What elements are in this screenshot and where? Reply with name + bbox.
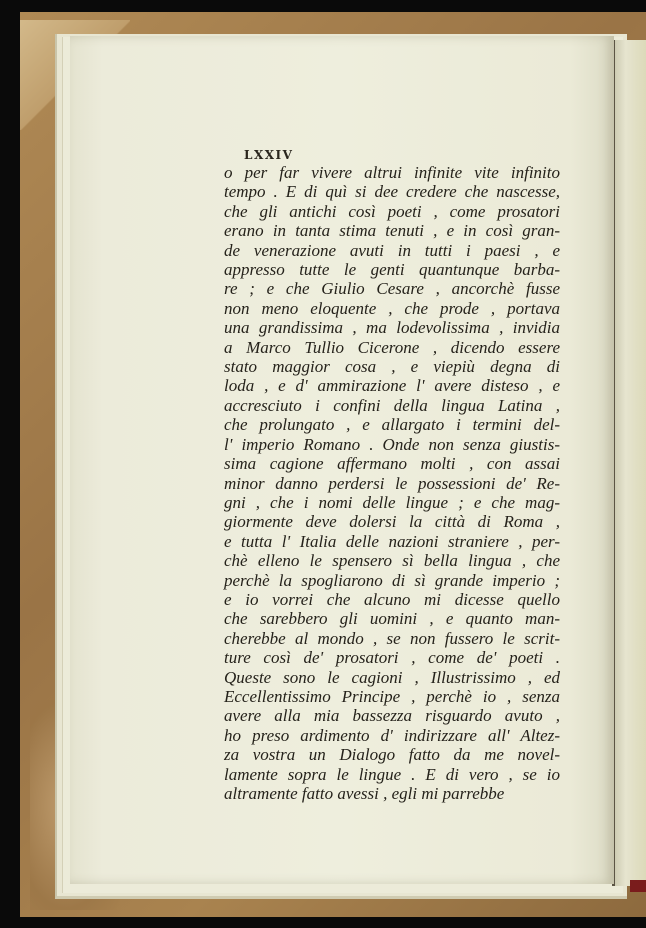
text-line: non meno eloquente , che prode , portava bbox=[224, 298, 560, 318]
text-line: za vostra un Dialogo fatto da me novel- bbox=[224, 745, 560, 765]
text-line: stato maggior cosa , e viepiù degna di bbox=[224, 357, 560, 377]
body-text bbox=[224, 163, 560, 803]
text-line: tempo . E di quì si dee credere che nascesse, bbox=[224, 182, 560, 202]
text-line: Queste sono le cagioni , Illustrissimo , ed bbox=[224, 667, 560, 687]
text-line: altramente fatto avessi , egli mi parrebbe bbox=[224, 784, 505, 803]
text-line: sima cagione affermano molti , con assai bbox=[224, 454, 560, 474]
text-line: re ; e che Giulio Cesare , ancorchè fusse bbox=[224, 279, 560, 299]
text-line: de venerazione avuti in tutti i paesi , e bbox=[224, 240, 560, 260]
text-line: a Marco Tullio Cicerone , dicendo essere bbox=[224, 337, 560, 357]
text-line: erano in tanta stima tenuti , e in così gran- bbox=[224, 221, 560, 241]
text-line: e io vorrei che alcuno mi dicesse quello bbox=[224, 589, 560, 609]
text-line: Eccellentissimo Principe , perchè io , senza bbox=[224, 686, 560, 706]
text-line: chè elleno le spensero sì bella lingua , che bbox=[224, 551, 560, 571]
text-line: ture così de' prosatori , come de' poeti . bbox=[224, 648, 560, 668]
bookmark-ribbon bbox=[630, 880, 646, 892]
text-line: una grandissima , ma lodevolissima , invidia bbox=[224, 318, 560, 338]
text-line: loda , e d' ammirazione l' avere disteso , e bbox=[224, 376, 560, 396]
text-line: giormente deve dolersi la città di Roma , bbox=[224, 512, 560, 532]
facing-page-edge bbox=[612, 40, 646, 886]
text-line: minor danno perdersi le possessioni de' Re- bbox=[224, 473, 560, 493]
text-line: che prolungato , e allargato i termini del- bbox=[224, 415, 560, 435]
text-line: ho preso ardimento d' indirizzare all' Altez- bbox=[224, 725, 560, 745]
text-line: gni , che i nomi delle lingue ; e che mag- bbox=[224, 492, 560, 512]
text-line: che sarebbero gli uomini , e quanto man- bbox=[224, 609, 560, 629]
page-number-header: LXXIV bbox=[244, 148, 294, 162]
text-line: perchè la spogliarono di sì grande imperio ; bbox=[224, 570, 560, 590]
text-line: o per far vivere altrui infinite vite infinito bbox=[224, 163, 560, 182]
text-line: accresciuto i confini della lingua Latina , bbox=[224, 395, 560, 415]
text-line: l' imperio Romano . Onde non senza giustis- bbox=[224, 434, 560, 454]
text-line: lamente sopra le lingue . E di vero , se io bbox=[224, 764, 560, 784]
text-line: e tutta l' Italia delle nazioni straniere , per- bbox=[224, 531, 560, 551]
text-line: avere alla mia bassezza risguardo avuto , bbox=[224, 706, 560, 726]
text-line: che gli antichi così poeti , come prosatori bbox=[224, 201, 560, 221]
text-line: cherebbe al mondo , se non fussero le scrit- bbox=[224, 628, 560, 648]
text-line: appresso tutte le genti quantunque barba- bbox=[224, 260, 560, 280]
